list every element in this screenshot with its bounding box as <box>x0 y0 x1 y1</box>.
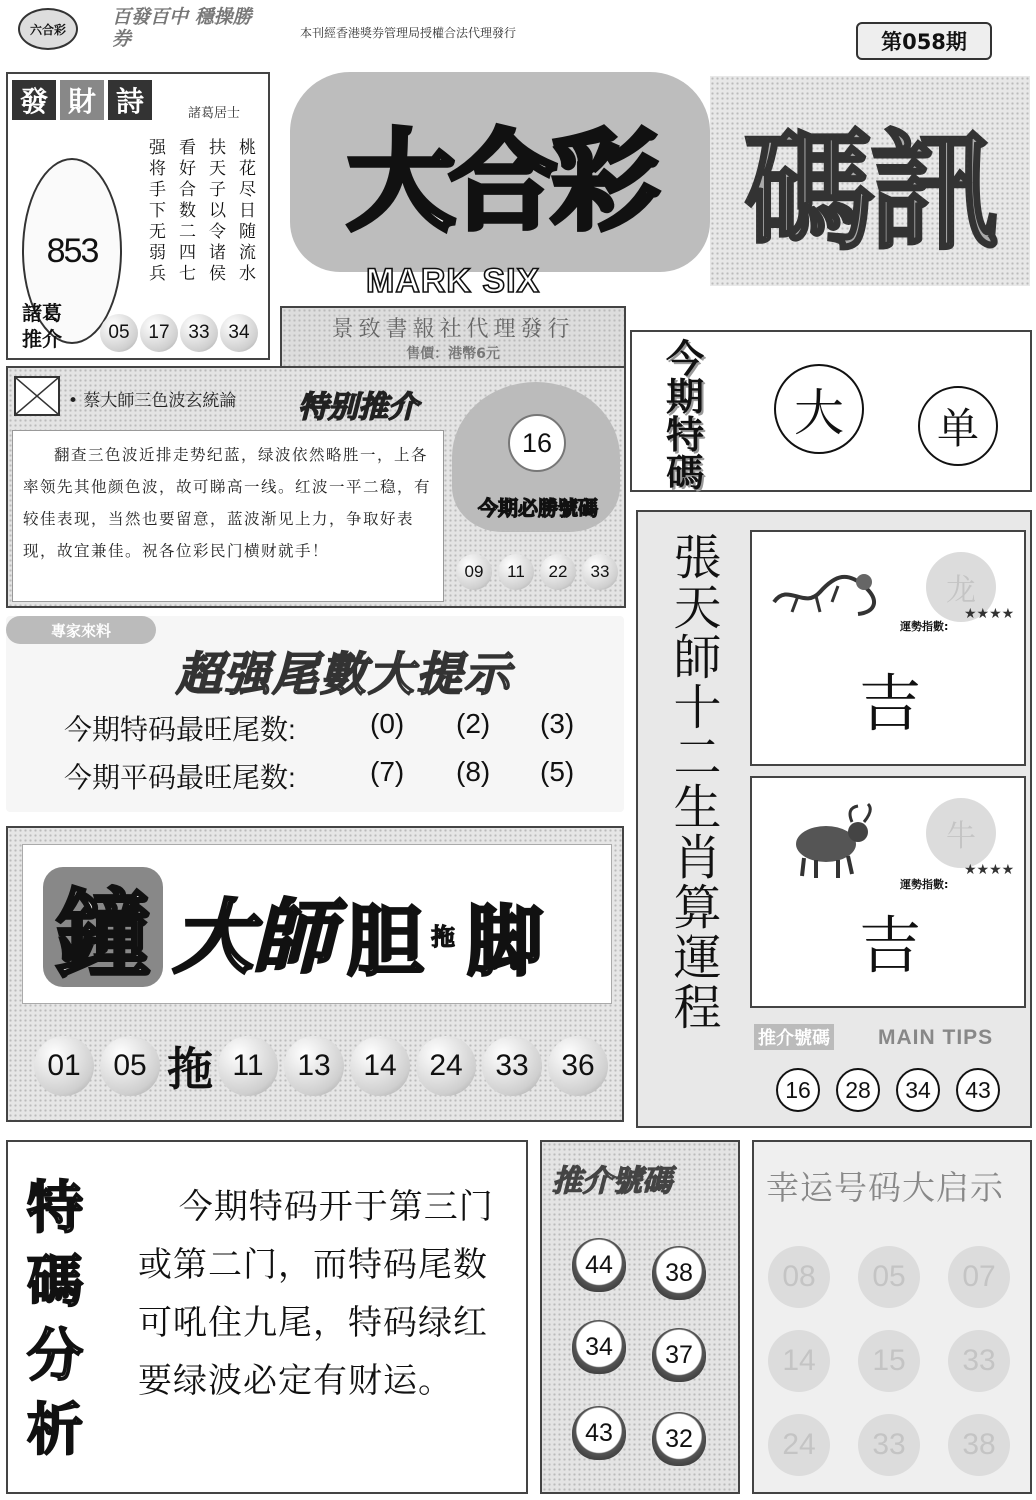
zodiac-card <box>750 530 1026 766</box>
slogan: 百發百中 穩操勝券 <box>112 6 252 50</box>
zodiac-card <box>750 776 1026 1008</box>
masthead-english: MARK SIX <box>366 262 541 300</box>
tail-value: (2) <box>456 708 491 739</box>
tips-label: 推介號碼 <box>754 1024 834 1050</box>
analysis-title-char: 碼 <box>27 1250 83 1315</box>
zhong-title <box>22 844 612 1004</box>
poem-title-char: 發 <box>12 80 56 120</box>
poem-column: 强将手下无弱兵 <box>145 138 165 285</box>
tail-value: (3) <box>540 708 575 739</box>
agent-text: 景致書報社代理發行 <box>331 316 575 342</box>
number-ball: 17 <box>140 314 178 352</box>
poem-column: 桃花尽日随流水 <box>235 138 255 285</box>
masthead <box>280 72 1036 312</box>
cai-panel <box>6 366 626 608</box>
number-ball: 14 <box>350 1036 410 1096</box>
recommend-panel <box>540 1140 740 1494</box>
tips-header <box>750 1020 1026 1050</box>
tail-row-label: 今期平码最旺尾数: <box>64 762 296 793</box>
number-ball: 34 <box>220 314 258 352</box>
tips-label-en: MAIN TIPS <box>878 1026 994 1049</box>
zhong-panel <box>6 826 624 1122</box>
analysis-title-char: 析 <box>27 1398 83 1463</box>
number-ball: 24 <box>416 1036 476 1096</box>
agent-banner <box>280 306 626 368</box>
tip-number: 43 <box>956 1068 1000 1112</box>
license-notice: 本刊經香港獎券管理局授權合法代理發行 <box>300 26 517 40</box>
zhong-title-b: 大師 <box>173 891 333 984</box>
zodiac-panel <box>636 510 1032 1128</box>
recommend-number: 43 <box>572 1406 626 1460</box>
poem-title-char: 詩 <box>108 80 152 120</box>
analysis-title-char: 特 <box>27 1176 83 1241</box>
special-label: 今期特碼 <box>666 337 705 495</box>
number-ball: 36 <box>548 1036 608 1096</box>
tail-row-label: 今期特码最旺尾数: <box>64 714 296 745</box>
fortune-stars-icon: ★★★★ <box>964 862 1015 878</box>
fortune-result: 吉 <box>858 666 921 740</box>
tip-number: 28 <box>836 1068 880 1112</box>
number-ball: 09 <box>456 554 492 590</box>
zodiac-title: 張天師十二生肖算運程 <box>665 532 721 1032</box>
recommend-number: 37 <box>652 1328 706 1382</box>
lucky-number: 38 <box>948 1414 1010 1476</box>
cai-checkbox-icon <box>14 376 60 416</box>
number-ball: 33 <box>180 314 218 352</box>
masthead-title: 大合彩 <box>290 72 710 272</box>
drag-separator: 拖 <box>167 1042 213 1096</box>
cai-must-win <box>452 382 620 600</box>
tail-panel <box>6 616 624 812</box>
number-ball: 01 <box>34 1036 94 1096</box>
zodiac-animal: 龙 <box>926 552 996 622</box>
number-ball: 11 <box>498 554 534 590</box>
tail-value: (0) <box>370 708 405 739</box>
analysis-panel <box>6 1140 528 1494</box>
cai-text-box <box>12 430 444 602</box>
fortune-label: 運勢指數: <box>900 620 949 633</box>
poem-title-char: 財 <box>60 80 104 120</box>
price-text: 售價：港幣6元 <box>406 345 500 362</box>
lucky-number: 05 <box>858 1246 920 1308</box>
special-panel <box>630 330 1032 495</box>
recommend-number: 34 <box>572 1320 626 1374</box>
main-number-ball: 16 <box>508 414 566 472</box>
lucky-number: 33 <box>858 1414 920 1476</box>
zhong-title-a: 鐘 <box>43 867 163 987</box>
fortune-label: 運勢指數: <box>900 878 949 891</box>
number-ball: 13 <box>284 1036 344 1096</box>
issue-number: 第058期 <box>856 22 992 60</box>
number-ball: 33 <box>582 554 618 590</box>
logo-badge <box>18 8 78 50</box>
recommend-number: 38 <box>652 1246 706 1300</box>
number-ball: 05 <box>100 1036 160 1096</box>
poem-column: 看好合数二四七 <box>175 138 195 285</box>
lucky-number: 15 <box>858 1330 920 1392</box>
number-ball: 22 <box>540 554 576 590</box>
lucky-number: 08 <box>768 1246 830 1308</box>
number-ball: 05 <box>100 314 138 352</box>
tip-number: 16 <box>776 1068 820 1112</box>
poem-columns <box>144 138 256 285</box>
tip-number: 34 <box>896 1068 940 1112</box>
masthead-subtitle: 碼訊 <box>710 76 1030 286</box>
zodiac-animal: 牛 <box>926 798 996 868</box>
lucky-number: 14 <box>768 1330 830 1392</box>
poem-code: 853 <box>46 231 98 270</box>
must-win-label: 今期必勝號碼 <box>478 496 598 520</box>
ox-icon <box>784 802 874 882</box>
analysis-text: 今期特码开于第三门或第二门，而特码尾数可吼住九尾，特码绿红要绿波必定有财运。 <box>138 1187 494 1401</box>
expert-tag: 專家來料 <box>6 616 156 644</box>
cai-title: • 蔡大師三色波玄統論 <box>68 391 237 411</box>
zhong-title-e: 脚 <box>467 897 543 986</box>
tail-value: (8) <box>456 756 491 787</box>
trait-odd: 单 <box>918 386 998 466</box>
poem-title <box>12 80 152 120</box>
tail-value: (5) <box>540 756 575 787</box>
recommend-number: 44 <box>572 1238 626 1292</box>
zhong-title-c: 胆 <box>347 897 423 986</box>
analysis-title <box>20 1172 90 1468</box>
analysis-title-char: 分 <box>27 1324 83 1389</box>
logo-text: 六合彩 <box>29 22 66 37</box>
lucky-number: 24 <box>768 1414 830 1476</box>
cai-badge: 特别推介 <box>298 390 418 425</box>
number-ball: 33 <box>482 1036 542 1096</box>
zhong-title-d: 拖 <box>431 923 455 951</box>
number-ball: 11 <box>218 1036 278 1096</box>
poem-author: 諸葛居士 <box>188 106 241 121</box>
tail-value: (7) <box>370 756 405 787</box>
tail-title: 超强尾數大提示 <box>176 647 512 701</box>
lucky-title: 幸运号码大启示 <box>766 1168 1004 1207</box>
lucky-panel <box>752 1140 1032 1494</box>
recommend-title: 推介號碼 <box>552 1164 672 1199</box>
lucky-number: 33 <box>948 1330 1010 1392</box>
cai-text: 翻查三色波近排走势纪蓝，绿波依然略胜一，上各率领先其他颜色波，故可睇高一线。红波一平二稳，有较佳表现，当然也要留意，蓝波渐见上力，争取好表现，故宜兼佳。祝各位彩民门横财就手！ <box>23 446 432 560</box>
trait-big: 大 <box>774 364 864 454</box>
poem-panel <box>6 72 270 360</box>
poem-label: 諸葛推介 <box>22 301 62 351</box>
tail-row <box>64 708 604 744</box>
fortune-result: 吉 <box>858 908 921 982</box>
fortune-stars-icon: ★★★★ <box>964 606 1015 622</box>
lucky-number: 07 <box>948 1246 1010 1308</box>
poem-column: 扶天子以令诸侯 <box>205 138 225 285</box>
recommend-number: 32 <box>652 1412 706 1466</box>
dragon-icon <box>768 552 878 628</box>
tail-row <box>64 756 604 792</box>
header <box>0 0 1036 70</box>
